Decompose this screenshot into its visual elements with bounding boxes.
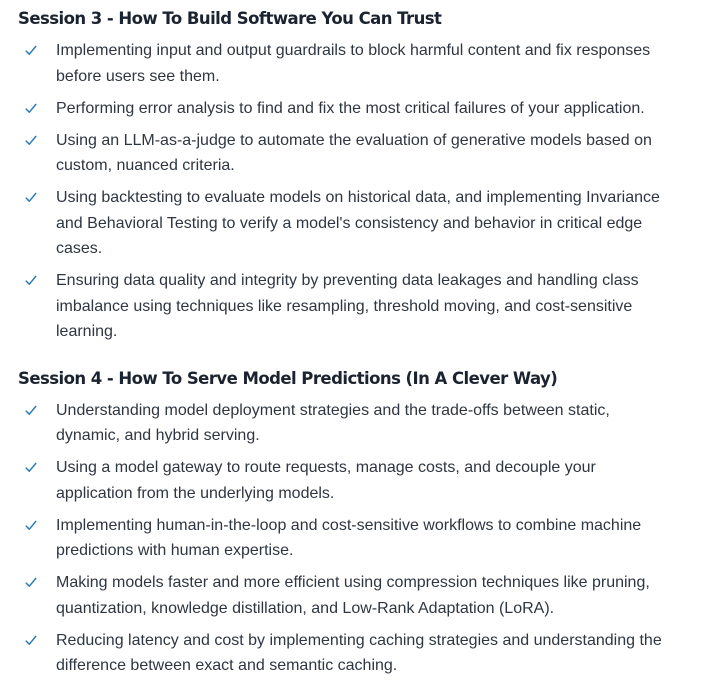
section-heading: Session 3 - How To Build Software You Can Trust xyxy=(18,9,442,28)
session-3-section xyxy=(18,6,699,345)
list-item-text: Using an LLM-as-a-judge to automate the evaluation of generative models based on custom, nuanced criteria. xyxy=(56,131,652,174)
checklist xyxy=(18,398,699,679)
session-4-section xyxy=(18,366,699,679)
check-icon xyxy=(24,455,38,481)
list-item xyxy=(18,513,664,564)
list-item-text: Performing error analysis to find and fix the most critical failures of your application. xyxy=(56,99,645,117)
check-icon xyxy=(24,96,38,122)
list-item xyxy=(18,455,664,506)
list-item-text: Reducing latency and cost by implementing caching strategies and understanding the difference between exact and semantic caching. xyxy=(56,631,662,674)
list-item xyxy=(18,398,664,449)
section-heading: Session 4 - How To Serve Model Predictions (In A Clever Way) xyxy=(18,368,558,388)
list-item xyxy=(18,96,664,122)
check-icon xyxy=(24,398,38,424)
list-item-text: Using backtesting to evaluate models on historical data, and implementing Invariance and Behavioral Testing to verify a model's consistency and behavior in critical edge cases. xyxy=(56,189,660,257)
list-item-text: Understanding model deployment strategies and the trade-offs between static, dynamic, and hybrid serving. xyxy=(56,401,610,444)
list-item-text: Implementing human-in-the-loop and cost-sensitive workflows to combine machine predictions with human expertise. xyxy=(56,516,642,559)
check-icon xyxy=(24,185,38,211)
list-item-text: Ensuring data quality and integrity by preventing data leakages and handling class imbalance using techniques like resampling, threshold moving, and cost-sensitive learning. xyxy=(56,272,639,340)
checklist xyxy=(18,38,699,345)
check-icon xyxy=(24,513,38,539)
check-icon xyxy=(24,38,38,64)
check-icon xyxy=(24,628,38,654)
check-icon xyxy=(24,570,38,596)
list-item xyxy=(18,268,664,345)
list-item xyxy=(18,185,664,262)
list-item xyxy=(18,570,664,621)
check-icon xyxy=(24,128,38,154)
list-item-text: Implementing input and output guardrails to block harmful content and fix responses before users see them. xyxy=(56,42,651,85)
list-item xyxy=(18,628,664,679)
check-icon xyxy=(24,268,38,294)
list-item xyxy=(18,128,664,179)
list-item xyxy=(18,38,664,89)
list-item-text: Making models faster and more efficient using compression techniques like pruning, quantization, knowledge distillation, and Low-Rank Adaptation (LoRA). xyxy=(56,574,650,617)
list-item-text: Using a model gateway to route requests, manage costs, and decouple your application from the underlying models. xyxy=(56,459,596,502)
